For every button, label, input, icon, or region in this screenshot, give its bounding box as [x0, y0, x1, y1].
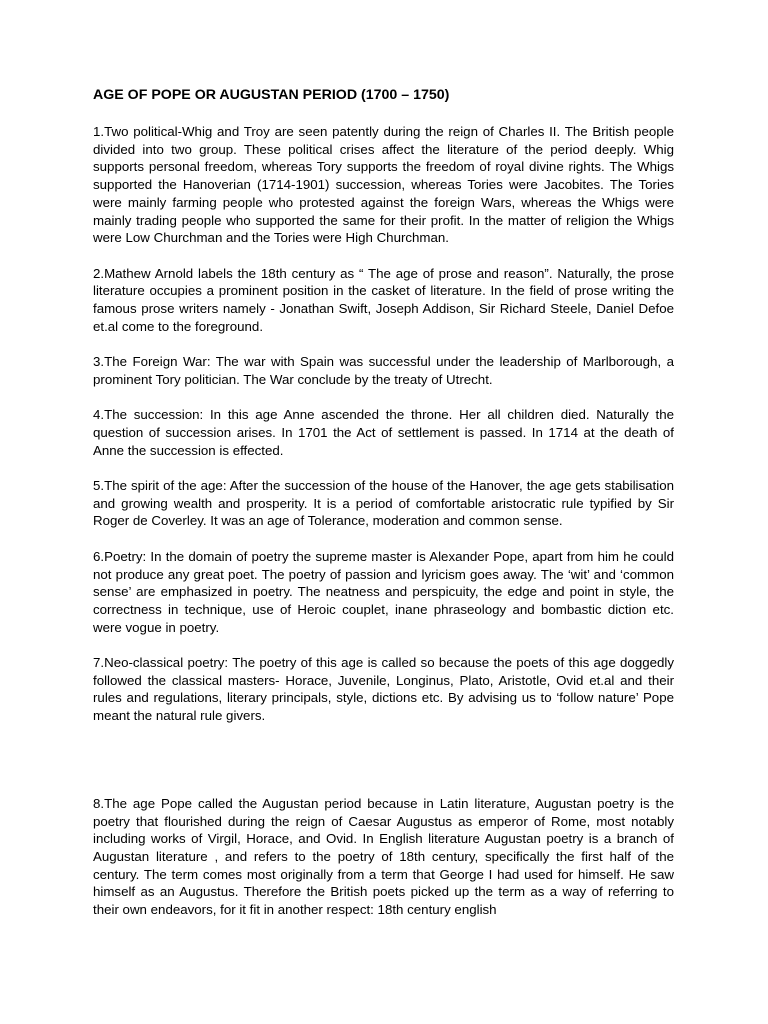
- paragraph-3: 3.The Foreign War: The war with Spain was successful under the leadership of Marlborough, a prominent Tory politician. The War conclude by the treaty of Utrecht.: [93, 354, 674, 387]
- paragraph-2: 2.Mathew Arnold labels the 18th century as “ The age of prose and reason”. Naturally, the prose literature occupies a prominent position in the casket of literature. In the field of prose writing the famous prose writers namely - Jonathan Swift, Joseph Addison, Sir Richard Steele, Daniel Defoe et.al come to the foreground.: [93, 265, 674, 334]
- paragraph-6: 6.Poetry: In the domain of poetry the supreme master is Alexander Pope, apart from him he could not produce any great poet. The poetry of passion and lyricism goes away. The ‘wit’ and ‘common sense’ are emphasized in poetry. The neatness and perspicuity, the edge and point in style, the correctness in technique, use of Heroic couplet, inane phraseology and bombastic diction etc. were vogue in poetry.: [93, 548, 674, 635]
- paragraph-5: 5.The spirit of the age: After the succession of the house of the Hanover, the age gets stabilisation and growing wealth and prosperity. It is a period of comfortable aristocratic rule typified by Sir Roger de Coverley. It was an age of Tolerance, moderation and common sense.: [93, 478, 674, 529]
- paragraph-8: 8.The age Pope called the Augustan period because in Latin literature, Augustan poetry is the poetry that flourished during the reign of Caesar Augustus as emperor of Rome, most notably including works of Virgil, Horace, and Ovid. In English literature Augustan poetry is a branch of Augustan literature , and refers to the poetry of 18th century, specifically the first half of the century. The term comes most originally from a term that George I had used for himself. He saw himself as an Augustus. Therefore the British poets picked up the term as a way of referring to their own endeavors, for it fit in another respect: 18th century english: [93, 795, 674, 918]
- paragraph-4: 4.The succession: In this age Anne ascended the throne. Her all children died. Naturally the question of succession arises. In 1701 the Act of settlement is passed. In 1714 at the death of Anne the succession is effected.: [93, 407, 674, 458]
- document-title: AGE OF POPE OR AUGUSTAN PERIOD (1700 – 1750): [93, 87, 450, 103]
- paragraph-7: 7.Neo-classical poetry: The poetry of this age is called so because the poets of this age doggedly followed the classical masters- Horace, Juvenile, Longinus, Plato, Aristotle, Ovid et.al and their rules and regulations, literary principals, style, dictions etc. By advising us to ‘follow nature’ Pope meant the natural rule givers.: [93, 655, 674, 724]
- paragraph-1: 1.Two political-Whig and Troy are seen patently during the reign of Charles II. The British people divided into two group. These political crises affect the literature of the period deeply. Whig supports personal freedom, whereas Tory supports the freedom of royal divine rights. The Whigs supported the Hanoverian (1714-1901) succession, whereas Tories were Jacobites. The Tories were mainly farming people who protested against the foreign Wars, whereas the Whigs were mainly trading people who supported the same for their profit. In the matter of religion the Whigs were Low Churchman and the Tories were High Churchman.: [93, 124, 674, 246]
- document-page: [93, 86, 674, 936]
